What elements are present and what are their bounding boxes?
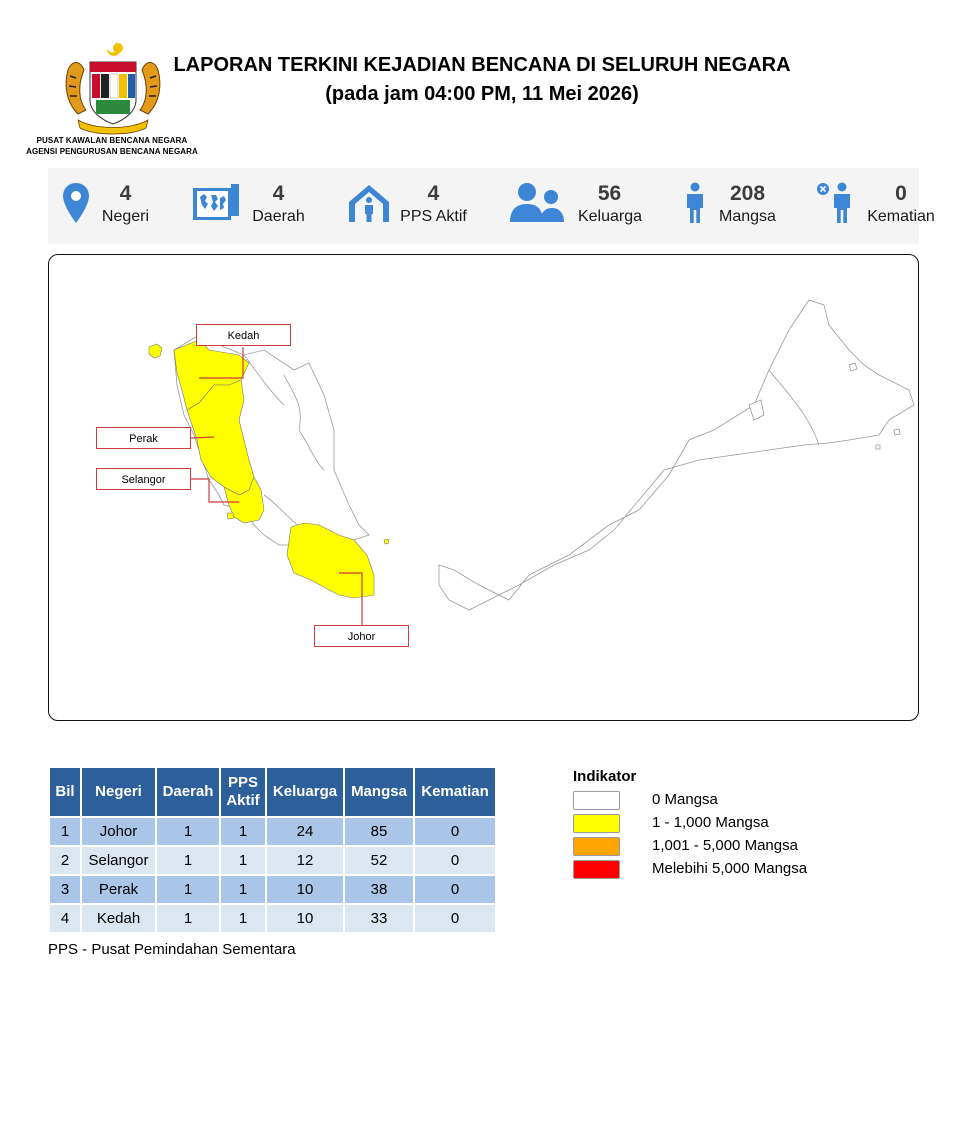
location-pin-icon	[62, 182, 90, 224]
stat-label: Keluarga	[577, 208, 643, 225]
stat-label: Mangsa	[719, 208, 776, 225]
legend-label: 0 Mangsa	[652, 791, 718, 808]
table-row	[50, 847, 495, 874]
col-header-kematian: Kematian	[415, 768, 495, 816]
map-island-langkawi	[149, 344, 162, 358]
cell-negeri: Selangor	[82, 847, 155, 874]
cell-daerah: 1	[157, 876, 219, 903]
footnote: PPS - Pusat Pemindahan Sementara	[48, 941, 296, 958]
cell-daerah: 1	[157, 847, 219, 874]
stat-value: 208	[729, 182, 766, 205]
legend-label: 1 - 1,000 Mangsa	[652, 814, 769, 831]
cell-kematian: 0	[415, 876, 495, 903]
stat-label: Negeri	[101, 208, 150, 225]
legend-swatch	[573, 837, 620, 856]
cell-kematian: 0	[415, 818, 495, 845]
summary-stats-bar	[48, 168, 935, 244]
stat-label: PPS Aktif	[400, 208, 467, 225]
page-title: LAPORAN TERKINI KEJADIAN BENCANA DI SELURUH NEGARA	[173, 54, 791, 76]
legend-title: Indikator	[573, 768, 637, 785]
cell-bil: 3	[50, 876, 80, 903]
cell-mangsa: 52	[345, 847, 413, 874]
stat-value: 4	[119, 182, 132, 205]
stat-keluarga	[510, 168, 650, 244]
page-subtitle: (pada jam 04:00 PM, 11 Mei 2026)	[325, 83, 639, 105]
cell-mangsa: 85	[345, 818, 413, 845]
agency-name	[14, 135, 210, 157]
stat-kematian	[816, 168, 935, 244]
cell-pps-aktif: 1	[221, 818, 265, 845]
agency-line-2: AGENSI PENGURUSAN BENCANA NEGARA	[26, 147, 198, 156]
family-icon	[510, 182, 566, 224]
cell-pps-aktif: 1	[221, 876, 265, 903]
stat-pps-aktif	[346, 168, 506, 244]
cell-keluarga: 24	[267, 818, 343, 845]
malaysia-map	[48, 254, 919, 721]
legend-swatch	[573, 814, 620, 833]
agency-line-1: PUSAT KAWALAN BENCANA NEGARA	[36, 136, 188, 145]
cell-keluarga: 12	[267, 847, 343, 874]
stat-value: 56	[597, 182, 622, 205]
cell-keluarga: 10	[267, 905, 343, 932]
legend-swatch	[573, 860, 620, 879]
cell-pps-aktif: 1	[221, 905, 265, 932]
cell-negeri: Kedah	[82, 905, 155, 932]
table-header-row	[50, 768, 495, 816]
stat-negeri	[58, 168, 168, 244]
cell-bil: 4	[50, 905, 80, 932]
table-row	[50, 905, 495, 932]
map-label-johor: Johor	[314, 625, 409, 647]
stat-value: 4	[427, 182, 440, 205]
stat-daerah	[191, 168, 341, 244]
cell-bil: 2	[50, 847, 80, 874]
col-header-keluarga: Keluarga	[267, 768, 343, 816]
cell-kematian: 0	[415, 847, 495, 874]
cell-keluarga: 10	[267, 876, 343, 903]
cell-mangsa: 33	[345, 905, 413, 932]
legend-swatch	[573, 791, 620, 810]
person-icon	[684, 182, 706, 224]
col-header-pps-aktif: PPS Aktif	[221, 768, 265, 816]
shelter-icon	[348, 182, 390, 224]
stat-label: Daerah	[252, 208, 305, 225]
stat-value: 4	[272, 182, 285, 205]
stat-value: 0	[895, 182, 907, 205]
cell-negeri: Johor	[82, 818, 155, 845]
cell-daerah: 1	[157, 818, 219, 845]
death-icon	[816, 182, 854, 224]
map-label-kedah: Kedah	[196, 324, 291, 346]
stat-label: Kematian	[867, 208, 935, 225]
district-map-icon	[191, 182, 241, 224]
state-summary-table	[48, 766, 497, 934]
map-label-selangor: Selangor	[96, 468, 191, 490]
col-header-mangsa: Mangsa	[345, 768, 413, 816]
cell-daerah: 1	[157, 905, 219, 932]
col-header-daerah: Daerah	[157, 768, 219, 816]
legend-label: 1,001 - 5,000 Mangsa	[652, 837, 798, 854]
table-row	[50, 876, 495, 903]
cell-negeri: Perak	[82, 876, 155, 903]
cell-mangsa: 38	[345, 876, 413, 903]
col-header-bil: Bil	[50, 768, 80, 816]
col-header-negeri: Negeri	[82, 768, 155, 816]
stat-mangsa	[680, 168, 800, 244]
map-label-perak: Perak	[96, 427, 191, 449]
east-malaysia-outline	[439, 300, 914, 610]
table-row	[50, 818, 495, 845]
cell-pps-aktif: 1	[221, 847, 265, 874]
cell-bil: 1	[50, 818, 80, 845]
cell-kematian: 0	[415, 905, 495, 932]
legend-label: Melebihi 5,000 Mangsa	[652, 860, 808, 877]
